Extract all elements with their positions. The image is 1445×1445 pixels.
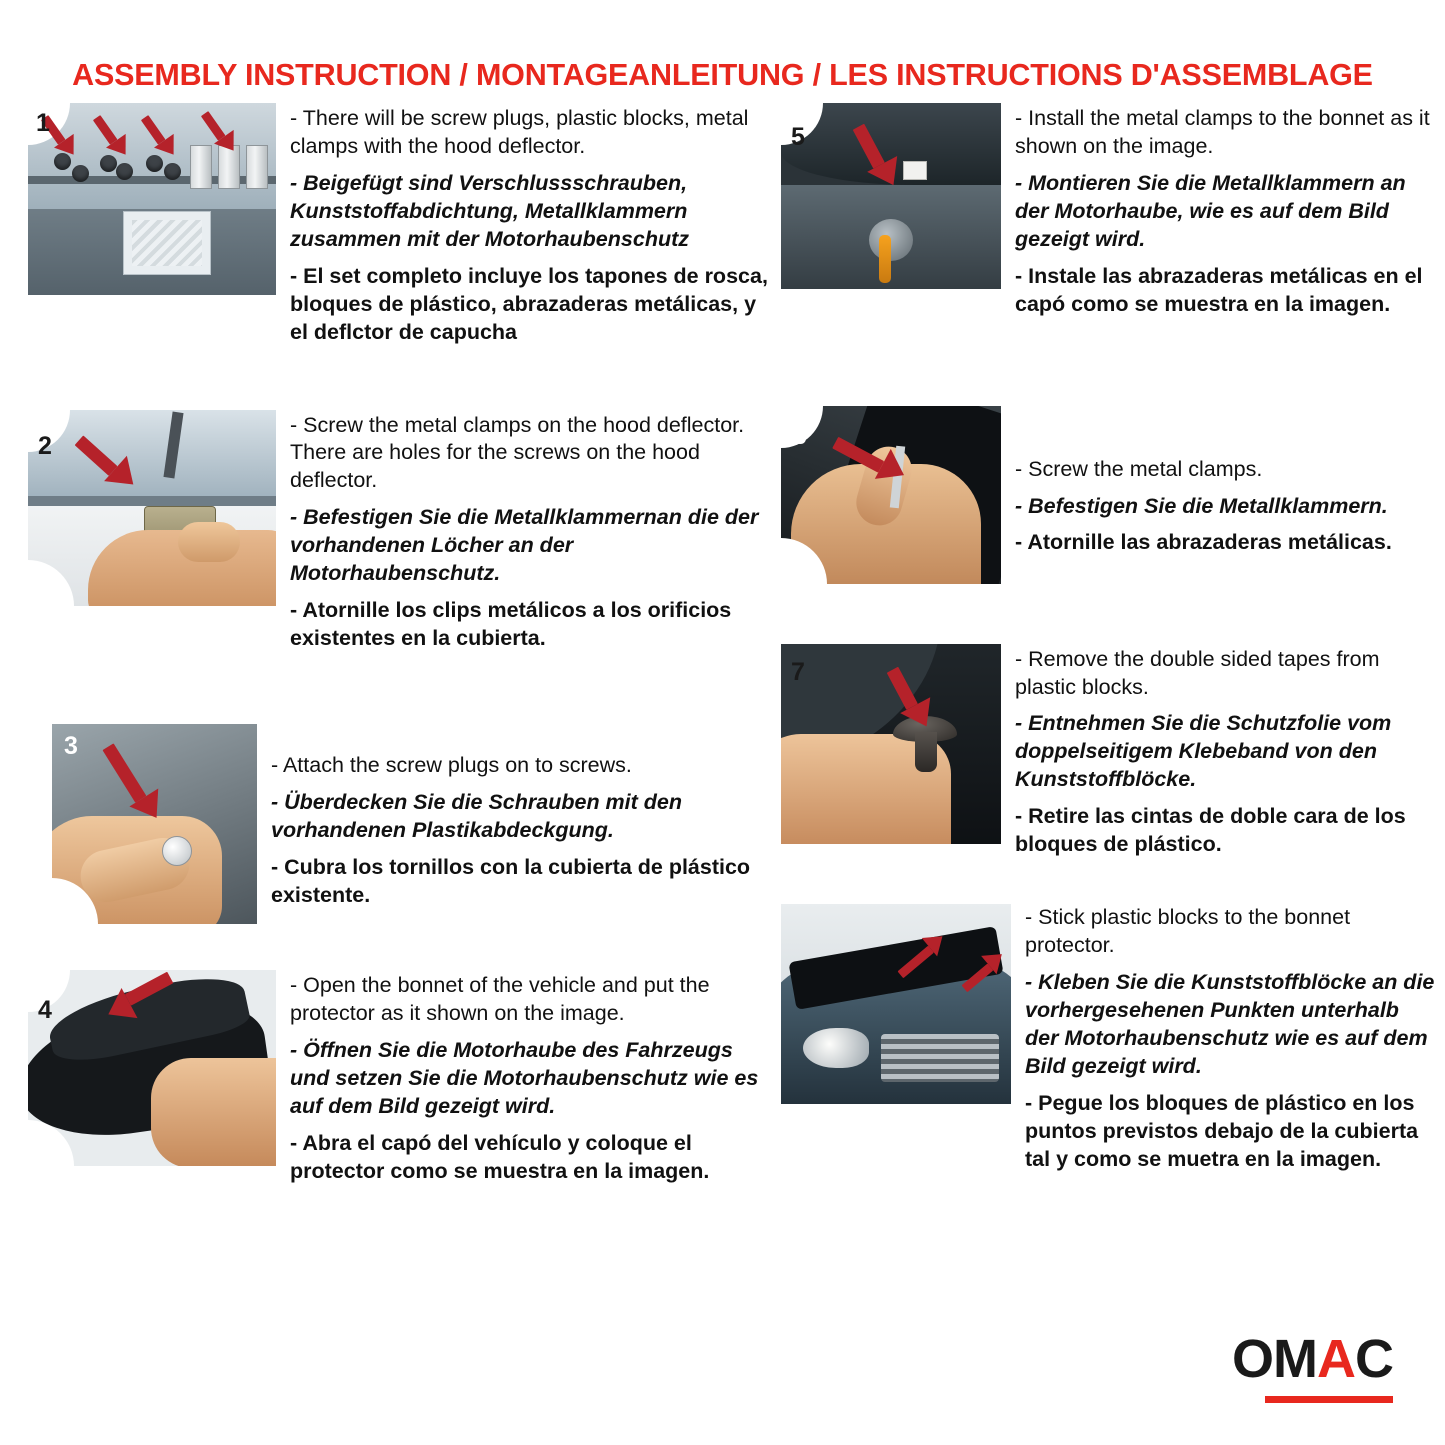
- step-text-es: - Pegue los bloques de plástico en los puntos previstos debajo de la cubierta tal y como se muetra en la imagen.: [1025, 1090, 1419, 1171]
- step-text-de: - Kleben Sie die Kunststoffblöcke an die vorhergesehenen Punkten unterhalb der Motorhaubenschutz wie es auf dem Bild gezeigt wird.: [1025, 970, 1435, 1078]
- photo-dipstick: [879, 235, 891, 283]
- step-5-text: [1001, 103, 1435, 328]
- step-5-figure: [781, 103, 1001, 289]
- step-6: [781, 406, 1435, 584]
- part-label-card: [123, 211, 211, 275]
- step-4-text: [276, 970, 775, 1195]
- brand-logo-text: [1232, 1328, 1393, 1390]
- step-4-figure: [28, 970, 276, 1166]
- photo-finger: [178, 522, 240, 562]
- step-1-text: [276, 103, 775, 356]
- step-text-es: - Abra el capó del vehículo y coloque el protector como se muestra en la imagen.: [290, 1130, 710, 1183]
- step-3: [52, 724, 775, 924]
- brand-name-part2: C: [1355, 1329, 1393, 1389]
- step-text-de: - Befestigen Sie die Metallklammernan die der vorhandenen Löcher an der Motorhaubenschutz.: [290, 505, 759, 586]
- step-7-figure: [781, 644, 1001, 844]
- part-knob: [72, 165, 89, 182]
- part-metal-clamp: [190, 145, 212, 189]
- step-5: [781, 103, 1435, 328]
- step-number: 2: [38, 431, 52, 460]
- step-text-es: - El set completo incluye los tapones de rosca, bloques de plástico, abrazaderas metálicas, y el deflctor de capucha: [290, 263, 768, 344]
- step-3-figure: [52, 724, 257, 924]
- step-1-figure: [28, 103, 276, 295]
- step-text-de: - Beigefügt sind Verschlussschrauben, Kunststoffabdichtung, Metallklammern zusammen mit der Motorhaubenschutz: [290, 170, 689, 251]
- brand-name-accent: A: [1317, 1329, 1355, 1389]
- step-text-en: - Install the metal clamps to the bonnet as it shown on the image.: [1015, 106, 1430, 158]
- step-text-de: - Entnehmen Sie die Schutzfolie vom doppelseitigem Klebeband von den Kunststoffblöcke.: [1015, 711, 1392, 792]
- step-2-figure: [28, 410, 276, 606]
- step-7-text: [1001, 644, 1435, 869]
- step-text-es: - Atornille las abrazaderas metálicas.: [1015, 530, 1392, 555]
- step-number: 5: [791, 123, 805, 151]
- step-text-es: - Retire las cintas de doble cara de los bloques de plástico.: [1015, 804, 1406, 857]
- step-number: 4: [38, 996, 52, 1024]
- step-text-es: - Cubra los tornillos con la cubierta de plástico existente.: [271, 854, 751, 907]
- step-number: 3: [64, 732, 78, 760]
- step-text-en: - Open the bonnet of the vehicle and put the protector as it shown on the image.: [290, 973, 710, 1025]
- step-text-en: - Screw the metal clamps on the hood deflector. There are holes for the screws on the hood deflector.: [290, 412, 745, 493]
- photo-cap: [869, 219, 913, 261]
- part-metal-clamp: [246, 145, 268, 189]
- part-plastic-block-stem: [915, 732, 937, 772]
- right-column: [775, 103, 1435, 1201]
- step-2-text: [276, 410, 775, 663]
- photo-edge: [28, 496, 276, 506]
- step-number: 6: [793, 421, 807, 450]
- step-4: [28, 970, 775, 1195]
- part-screw-plug: [162, 836, 192, 866]
- step-text-es: - Atornille los clips metálicos a los orificios existentes en la cubierta.: [290, 598, 732, 651]
- step-text-en: - Stick plastic blocks to the bonnet protector.: [1025, 905, 1351, 958]
- step-text-en: - Remove the double sided tapes from plastic blocks.: [1015, 646, 1380, 699]
- page-title: ASSEMBLY INSTRUCTION / MONTAGEANLEITUNG / LES INSTRUCTIONS D'ASSEMBLAGE: [72, 58, 1373, 92]
- step-number: 7: [791, 657, 805, 686]
- step-text-de: - Öffnen Sie die Motorhaube des Fahrzeugs und setzen Sie die Motorhaubenschutz wie es auf dem Bild gezeigt wird.: [290, 1037, 759, 1118]
- step-text-de: - Befestigen Sie die Metallklammern.: [1015, 493, 1388, 518]
- photo-grille: [881, 1034, 999, 1082]
- part-knob: [164, 163, 181, 180]
- step-text-en: - Attach the screw plugs on to screws.: [271, 753, 632, 777]
- brand-logo: [1232, 1328, 1393, 1403]
- step-8-figure: [781, 904, 1011, 1104]
- step-text-es: - Instale las abrazaderas metálicas en el capó como se muestra en la imagen.: [1015, 263, 1423, 316]
- step-2: [28, 410, 775, 663]
- step-text-de: - Montieren Sie die Metallklammern an der Motorhaube, wie es auf dem Bild gezeigt wird.: [1015, 170, 1406, 251]
- step-6-text: [1001, 406, 1435, 567]
- step-text-en: - Screw the metal clamps.: [1015, 456, 1263, 481]
- steps-grid: [0, 103, 1445, 1201]
- step-1: [28, 103, 775, 356]
- brand-underline: [1265, 1396, 1393, 1403]
- photo-hand: [151, 1058, 276, 1166]
- step-8-text: [1011, 904, 1435, 1182]
- left-column: [10, 103, 775, 1201]
- step-6-figure: [781, 406, 1001, 584]
- step-7: [781, 644, 1435, 869]
- step-text-en: - There will be screw plugs, plastic blocks, metal clamps with the hood deflector.: [290, 106, 749, 158]
- brand-name-part1: OM: [1232, 1329, 1317, 1389]
- step-3-text: [257, 724, 775, 919]
- step-text-de: - Überdecken Sie die Schrauben mit den vorhandenen Plastikabdeckgung.: [271, 789, 682, 842]
- step-8: [781, 904, 1435, 1182]
- photo-headlight: [803, 1028, 869, 1068]
- part-knob: [116, 163, 133, 180]
- step-number: 1: [36, 109, 50, 137]
- brand-logo-stack: [1232, 1328, 1393, 1403]
